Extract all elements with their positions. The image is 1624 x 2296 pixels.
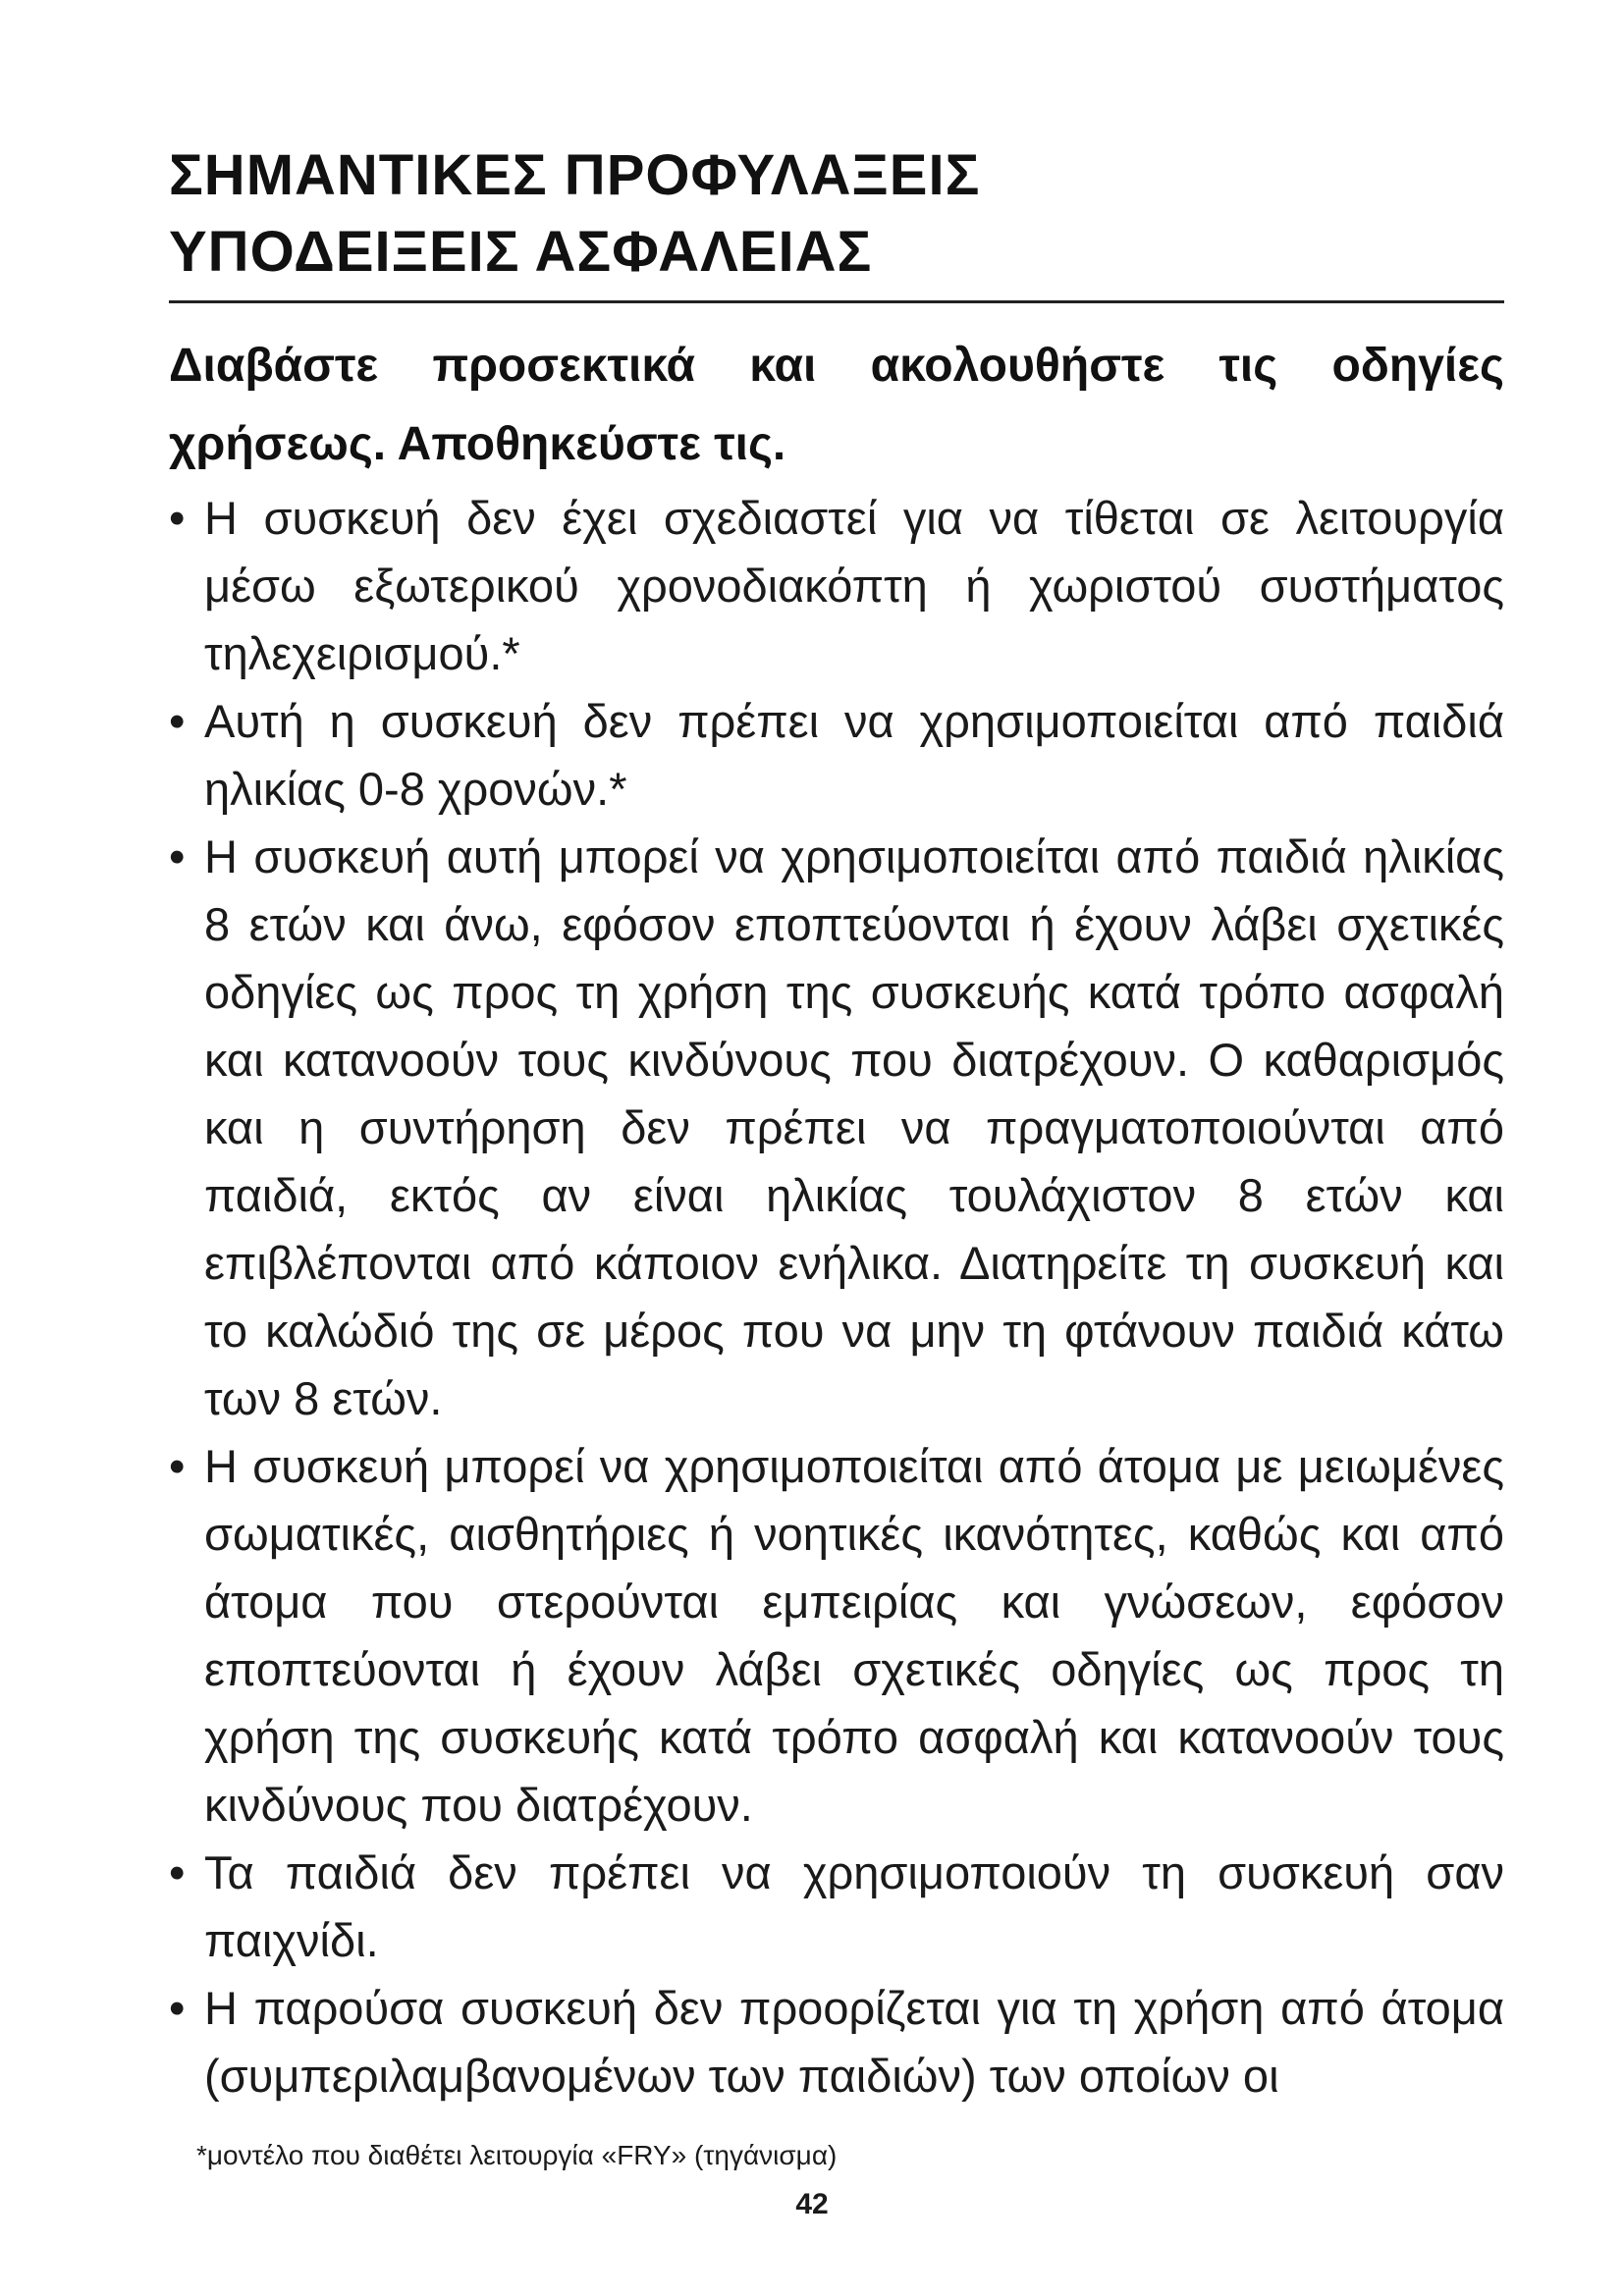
- title-line-1: ΣΗΜΑΝΤΙΚΕΣ ΠΡΟΦΥΛΑΞΕΙΣ: [169, 143, 981, 207]
- bullet-icon: •: [169, 830, 186, 882]
- title-divider: [169, 300, 1504, 303]
- bullet-icon: •: [169, 1846, 186, 1898]
- intro-instruction: Διαβάστε προσεκτικά και ακολουθήστε τις οδηγίες χρήσεως. Αποθηκεύστε τις.: [169, 340, 1504, 470]
- footnote: *μοντέλο που διαθέτει λειτουργία «FRY» (τηγάνισμα): [196, 2140, 838, 2170]
- safety-list: [169, 484, 1504, 2109]
- list-item: [169, 687, 1504, 823]
- list-item-text: Αυτή η συσκευή δεν πρέπει να χρησιμοποιείται από παιδιά ηλικίας 0-8 χρονών.*: [204, 695, 1504, 815]
- list-item: [169, 1974, 1504, 2109]
- list-item: [169, 1432, 1504, 1839]
- page-title: [169, 137, 1504, 291]
- list-item-text: Η συσκευή μπορεί να χρησιμοποιείται από άτομα με μειωμένες σωματικές, αισθητήριες ή νοητικές ικανότητες, καθώς και από άτομα που στερούνται εμπειρίας και γνώσεων, εφόσον εποπτεύονται ή έχουν λάβει σχετικές οδηγίες ως προς τη χρήση της συσκευής κατά τρόπο ασφαλή και κατανοούν τους κινδύνους που διατρέχουν.: [204, 1440, 1504, 1831]
- list-item: [169, 823, 1504, 1432]
- list-item-text: Τα παιδιά δεν πρέπει να χρησιμοποιούν τη συσκευή σαν παιχνίδι.: [204, 1846, 1504, 1966]
- list-item: [169, 484, 1504, 687]
- list-item-text: Η συσκευή αυτή μπορεί να χρησιμοποιείται από παιδιά ηλικίας 8 ετών και άνω, εφόσον εποπτεύονται ή έχουν λάβει σχετικές οδηγίες ως προς τη χρήση της συσκευής κατά τρόπο ασφαλή και κατανοούν τους κινδύνους που διατρέχουν. Ο καθαρισμός και η συντήρηση δεν πρέπει να πραγματοποιούνται από παιδιά, εκτός αν είναι ηλικίας τουλάχιστον 8 ετών και επιβλέπονται από κάποιον ενήλικα. Διατηρείτε τη συσκευή και το καλώδιό της σε μέρος που να μην τη φτάνουν παιδιά κάτω των 8 ετών.: [204, 830, 1504, 1424]
- bullet-icon: •: [169, 695, 186, 747]
- page-content: [169, 137, 1504, 2109]
- list-item-text: Η παρούσα συσκευή δεν προορίζεται για τη χρήση από άτομα (συμπεριλαμβανομένων των παιδιών) των οποίων οι: [204, 1982, 1504, 2102]
- title-line-2: ΥΠΟΔΕΙΞΕΙΣ ΑΣΦΑΛΕΙΑΣ: [169, 220, 873, 284]
- bullet-icon: •: [169, 1440, 186, 1492]
- list-item-text: Η συσκευή δεν έχει σχεδιαστεί για να τίθεται σε λειτουργία μέσω εξωτερικού χρονοδιακόπτη ή χωριστού συστήματος τηλεχειρισμού.*: [204, 492, 1504, 679]
- bullet-icon: •: [169, 492, 186, 544]
- list-item: [169, 1839, 1504, 1974]
- bullet-icon: •: [169, 1982, 186, 2034]
- page-number: 42: [795, 2188, 829, 2220]
